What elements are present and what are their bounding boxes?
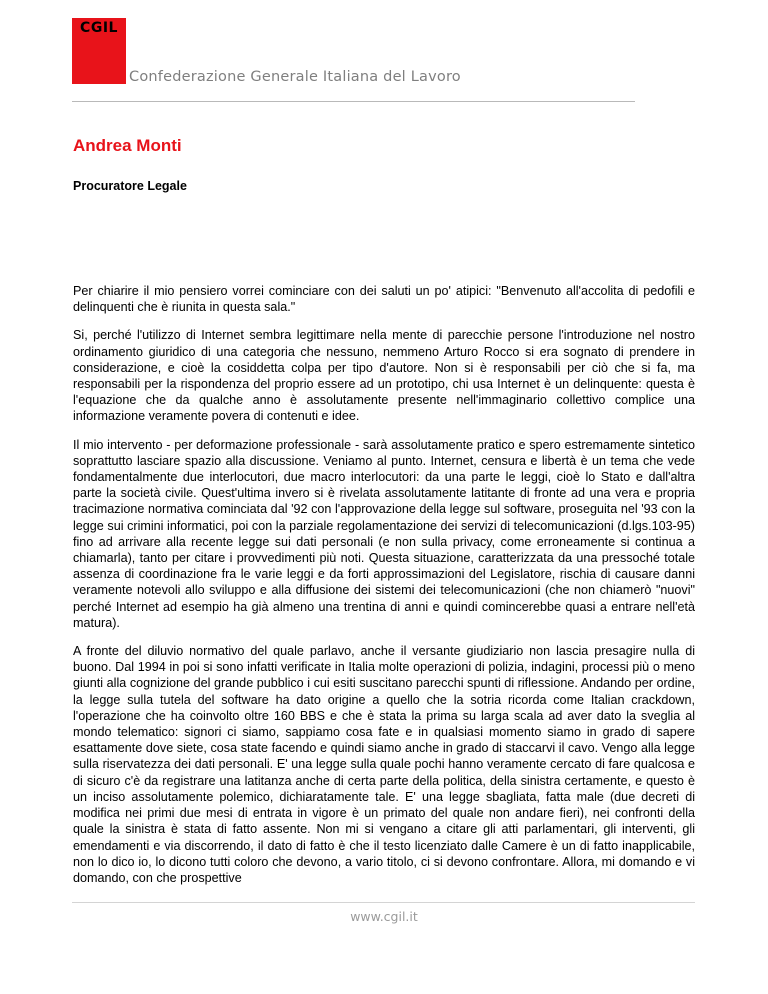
paragraph: A fronte del diluvio normativo del quale parlavo, anche il versante giudiziario non lascia presagire nulla di buono. Dal 1994 in poi si sono infatti verificate in Italia molte operazioni di polizia, indagini, processi più o meno giunti alla cognizione del grande pubblico i cui esiti suscitano parecchi spunti di riflessione. Andando per ordine, la legge sulla tutela del software ha dato origine a quello che la sotria ricorda come Italian crackdown, l'operazione che ha coinvolto oltre 160 BBS e che è stata la prima su larga scala ad aver dato la sveglia al mondo telematico: signori ci siamo, sappiamo cosa fate e in qualsiasi momento siamo in grado di sapere esattamente dove siete, cosa state facendo e quindi siamo anche in grado di staccarvi il cavo. Vengo alla legge sulla riservatezza dei dati personali. E' una legge sulla quale pochi hanno veramente cercato di fare qualcosa e di sicuro c'è da registrare una latitanza anche di certa parte della politica, della sinistra certamente, e questo è un inciso assolutamente polemico, dichiaratamente tale. E' una legge sbagliata, fatta male (due decreti di modifica nei primi due mesi di entrata in vigore è un primato del quale non andare fieri), nei confronti della quale la sinistra è stata di fatto assente. Non mi si vengano a citare gli atti parlamentari, gli interventi, gli emendamenti e via discorrendo, il dato di fatto è che il testo licenziato dalle Camere è un di fatto inapplicabile, non lo dico io, lo dicono tutti coloro che devono, a vario titolo, ci si devono confrontare. Allora, mi domando e vi domando, con che prospettive (73, 644, 695, 885)
footer-url: www.cgil.it (350, 909, 418, 924)
logo-text: CGIL (80, 20, 118, 36)
document-body (73, 283, 695, 898)
paragraph: Si, perché l'utilizzo di Internet sembra legittimare nella mente di parecchie persone l'introduzione nel nostro ordinamento giuridico di una categoria che nessuno, nemmeno Arturo Rocco si era sognato di prendere in considerazione, e cioè la cosiddetta colpa per tipo d'autore. Non si è responsabili per ciò che si fa, ma responsabili per la rispondenza del proprio essere ad un prototipo, chi usa Internet è un delinquente: questa è l'equazione che da qualche anno è assolutamente presente nell'immaginario collettivo complice una informazione veramente povera di contenuti e idee. (73, 328, 695, 424)
paragraph: Il mio intervento - per deformazione professionale - sarà assolutamente pratico e spero estremamente sintetico soprattutto lasciare spazio alla discussione. Veniamo al punto. Internet, censura e libertà è un tema che vede fondamentalmente due interlocutori, due macro interlocutori: da una parte le leggi, cioè lo Stato e dall'altra parte la società civile. Quest'ultima invero si è rivelata assolutamente latitante di fronte ad una vera e propria tracimazione normativa cominciata dal '92 con l'approvazione della legge sul software, proseguita nel '93 con la legge sui crimini informatici, poi con la parziale regolamentazione dei servizi di telecomunicazioni (d.lgs.103-95) fino ad arrivare alla recente legge sui dati personali (e non sulla privacy, come erroneamente si continua a chiamarla), tanto per citare i provvedimenti più noti. Questa situazione, caratterizzata da una pressoché totale assenza di coordinazione fra le varie leggi e da forti approssimazioni del Legislatore, rischia di causare danni veramente notevoli allo sviluppo e alla diffusione dei sistemi dei telecomunicazioni (che non chiamerò "nuovi" perché Internet ad esempio ha già almeno una trentina di anni e quindi comincerebbe quasi a entrare nell'età matura). (73, 437, 695, 630)
author-name: Andrea Monti (73, 136, 182, 155)
paragraph: Per chiarire il mio pensiero vorrei cominciare con dei saluti un po' atipici: "Benvenuto all'accolita di pedofili e delinquenti che è riunita in questa sala." (73, 284, 695, 315)
organization-name: Confederazione Generale Italiana del Lavoro (129, 69, 461, 85)
cgil-logo (72, 18, 126, 84)
footer-divider (72, 902, 695, 903)
header-divider (72, 101, 635, 102)
author-role: Procuratore Legale (73, 179, 187, 193)
